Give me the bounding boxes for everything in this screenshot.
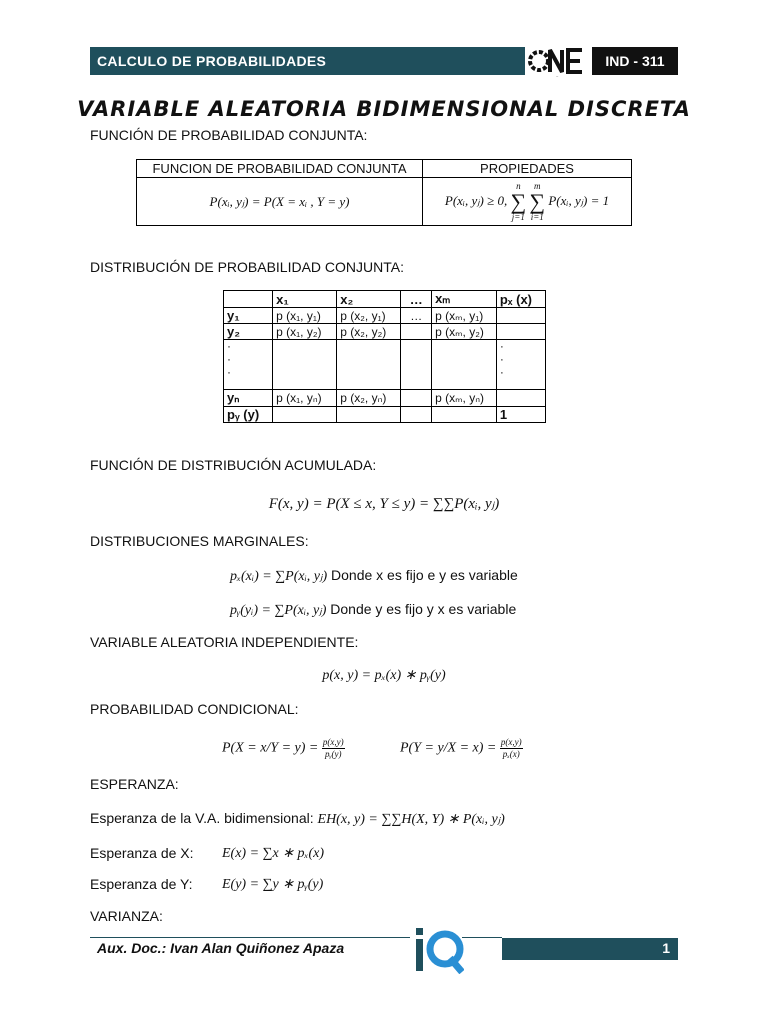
sum-1-bottom: j=1 xyxy=(511,211,525,222)
marginal-x-text: Donde x es fijo e y es variable xyxy=(327,567,518,583)
section-varianza: VARIANZA: xyxy=(90,908,163,924)
cne-logo-icon xyxy=(528,44,584,78)
formula-esperanza-va: EH(x, y) = ∑∑H(X, Y) ∗ P(xᵢ, yⱼ) xyxy=(317,812,505,827)
marginal-y xyxy=(230,601,516,619)
table2-header-cell: … xyxy=(401,291,432,308)
sum-1-top: n xyxy=(516,180,521,191)
iq-logo-icon xyxy=(412,926,464,974)
table2-cell: 1 xyxy=(496,407,545,423)
cond1-left: P(X = x/Y = y) = xyxy=(222,740,319,756)
table2-header-cell xyxy=(224,291,273,308)
table2-cell: p (x₁, y₂) xyxy=(273,324,337,340)
table2-row-label: · · · xyxy=(224,340,273,390)
sum-1-sigma: ∑ xyxy=(510,188,527,214)
table2-cell: … xyxy=(401,308,432,324)
esperanza-y-label: Esperanza de Y: xyxy=(90,876,193,892)
table2-cell: p (xₘ, y₁) xyxy=(432,308,497,324)
table1-formula-right-b: P(xᵢ, yⱼ) = 1 xyxy=(548,192,610,208)
table2-cell xyxy=(337,340,401,390)
formula-acumulada: F(x, y) = P(X ≤ x, Y ≤ y) = ∑∑P(xᵢ, yⱼ) xyxy=(268,496,500,512)
table2-row-label: y₁ xyxy=(224,308,273,324)
table2-cell: p (x₁, yₙ) xyxy=(273,390,337,407)
formula-esperanza-y: E(y) = ∑y ∗ pᵧ(y) xyxy=(222,877,324,892)
table1-formula-right xyxy=(423,178,632,226)
sum-2-bottom: i=1 xyxy=(530,211,544,222)
table-row xyxy=(224,390,546,407)
footer-line-right xyxy=(462,937,502,938)
esperanza-x-label: Esperanza de X: xyxy=(90,845,194,861)
table2-cell: p (xₘ, yₙ) xyxy=(432,390,497,407)
table2-header-cell: x₂ xyxy=(337,291,401,308)
formula-marginal-x: pₓ(xᵢ) = ∑P(xᵢ, yⱼ) xyxy=(230,569,328,584)
table-row xyxy=(224,308,546,324)
table2-cell xyxy=(432,340,497,390)
table1-header-right: PROPIEDADES xyxy=(423,160,632,178)
section-conjunta: FUNCIÓN DE PROBABILIDAD CONJUNTA: xyxy=(90,127,368,143)
footer-line-left xyxy=(90,937,410,938)
table-row xyxy=(224,324,546,340)
table2-cell xyxy=(496,308,545,324)
formula-condicional-1 xyxy=(222,737,345,760)
table1-formula-right-a: P(xᵢ, yⱼ) ≥ 0, xyxy=(444,192,508,208)
formula-esperanza-x: E(x) = ∑x ∗ pₓ(x) xyxy=(222,846,324,861)
table2-row-label: pᵧ (y) xyxy=(224,407,273,423)
formula-marginal-y: pᵧ(yᵢ) = ∑P(xᵢ, yⱼ) xyxy=(230,603,327,618)
table2-cell: p (xₘ, y₂) xyxy=(432,324,497,340)
cond2-num: p(x,y) xyxy=(500,737,522,747)
table2-cell xyxy=(432,407,497,423)
table2-cell xyxy=(273,407,337,423)
table2-cell: p (x₁, y₁) xyxy=(273,308,337,324)
iq-logo-text: iQ xyxy=(438,973,439,974)
sum-2-top: m xyxy=(534,180,541,191)
table2-cell: p (x₂, yₙ) xyxy=(337,390,401,407)
table2-cell: p (x₂, y₂) xyxy=(337,324,401,340)
cond2-den: pₓ(x) xyxy=(502,749,520,759)
table2-cell xyxy=(401,340,432,390)
table2-cell xyxy=(401,390,432,407)
section-independiente: VARIABLE ALEATORIA INDEPENDIENTE: xyxy=(90,634,359,650)
table2-header-cell: pₓ (x) xyxy=(496,291,545,308)
formula-independiente: p(x, y) = pₓ(x) ∗ pᵧ(y) xyxy=(322,668,446,683)
table2-cell: p (x₂, y₁) xyxy=(337,308,401,324)
section-esperanza: ESPERANZA: xyxy=(90,776,179,792)
table2-cell xyxy=(401,324,432,340)
table2-cell xyxy=(496,324,545,340)
formula-condicional-2 xyxy=(400,737,523,760)
table2-row-label: yₙ xyxy=(224,390,273,407)
cond2-fraction xyxy=(500,737,523,760)
section-marginales: DISTRIBUCIONES MARGINALES: xyxy=(90,533,309,549)
table2-header-cell: x₁ xyxy=(273,291,337,308)
cond2-left: P(Y = y/X = x) = xyxy=(400,740,497,756)
cond1-num: p(x,y) xyxy=(322,737,344,747)
marginal-x xyxy=(230,567,518,585)
table2-cell xyxy=(273,340,337,390)
section-distribucion: DISTRIBUCIÓN DE PROBABILIDAD CONJUNTA: xyxy=(90,259,405,275)
table2-cell: · · · xyxy=(496,340,545,390)
esperanza-va xyxy=(90,810,505,828)
table-distribucion xyxy=(223,290,546,423)
table2-row-label: y₂ xyxy=(224,324,273,340)
course-code: IND - 311 xyxy=(605,53,665,69)
table-row xyxy=(224,407,546,423)
table2-header-cell: xₘ xyxy=(432,291,497,308)
logo-text: CNE xyxy=(556,77,559,78)
marginal-y-text: Donde y es fijo y x es variable xyxy=(326,601,517,617)
sum-2 xyxy=(529,181,545,223)
table1-header-left: FUNCION DE PROBABILIDAD CONJUNTA xyxy=(137,160,423,178)
footer-author: Aux. Doc.: Ivan Alan Quiñonez Apaza xyxy=(97,940,345,956)
doc-title: VARIABLE ALEATORIA BIDIMENSIONAL DISCRETA xyxy=(77,97,691,121)
table1-formula-left: P(xᵢ, yⱼ) = P(X = xᵢ , Y = y) xyxy=(137,178,423,226)
section-condicional: PROBABILIDAD CONDICIONAL: xyxy=(90,701,299,717)
page-number: 1 xyxy=(662,940,670,956)
sum-1 xyxy=(510,181,526,223)
table2-cell xyxy=(337,407,401,423)
cond1-fraction xyxy=(322,737,345,760)
cond1-den: pᵧ(y) xyxy=(324,749,342,759)
sum-2-sigma: ∑ xyxy=(529,188,546,214)
table2-cell xyxy=(496,390,545,407)
section-acumulada: FUNCIÓN DE DISTRIBUCIÓN ACUMULADA: xyxy=(90,457,377,473)
table2-cell xyxy=(401,407,432,423)
table2-header-row xyxy=(224,291,546,308)
esperanza-va-label: Esperanza de la V.A. bidimensional: xyxy=(90,810,318,826)
table-row xyxy=(224,340,546,390)
header-title: CALCULO DE PROBABILIDADES xyxy=(97,53,327,69)
table-conjunta xyxy=(136,159,632,226)
